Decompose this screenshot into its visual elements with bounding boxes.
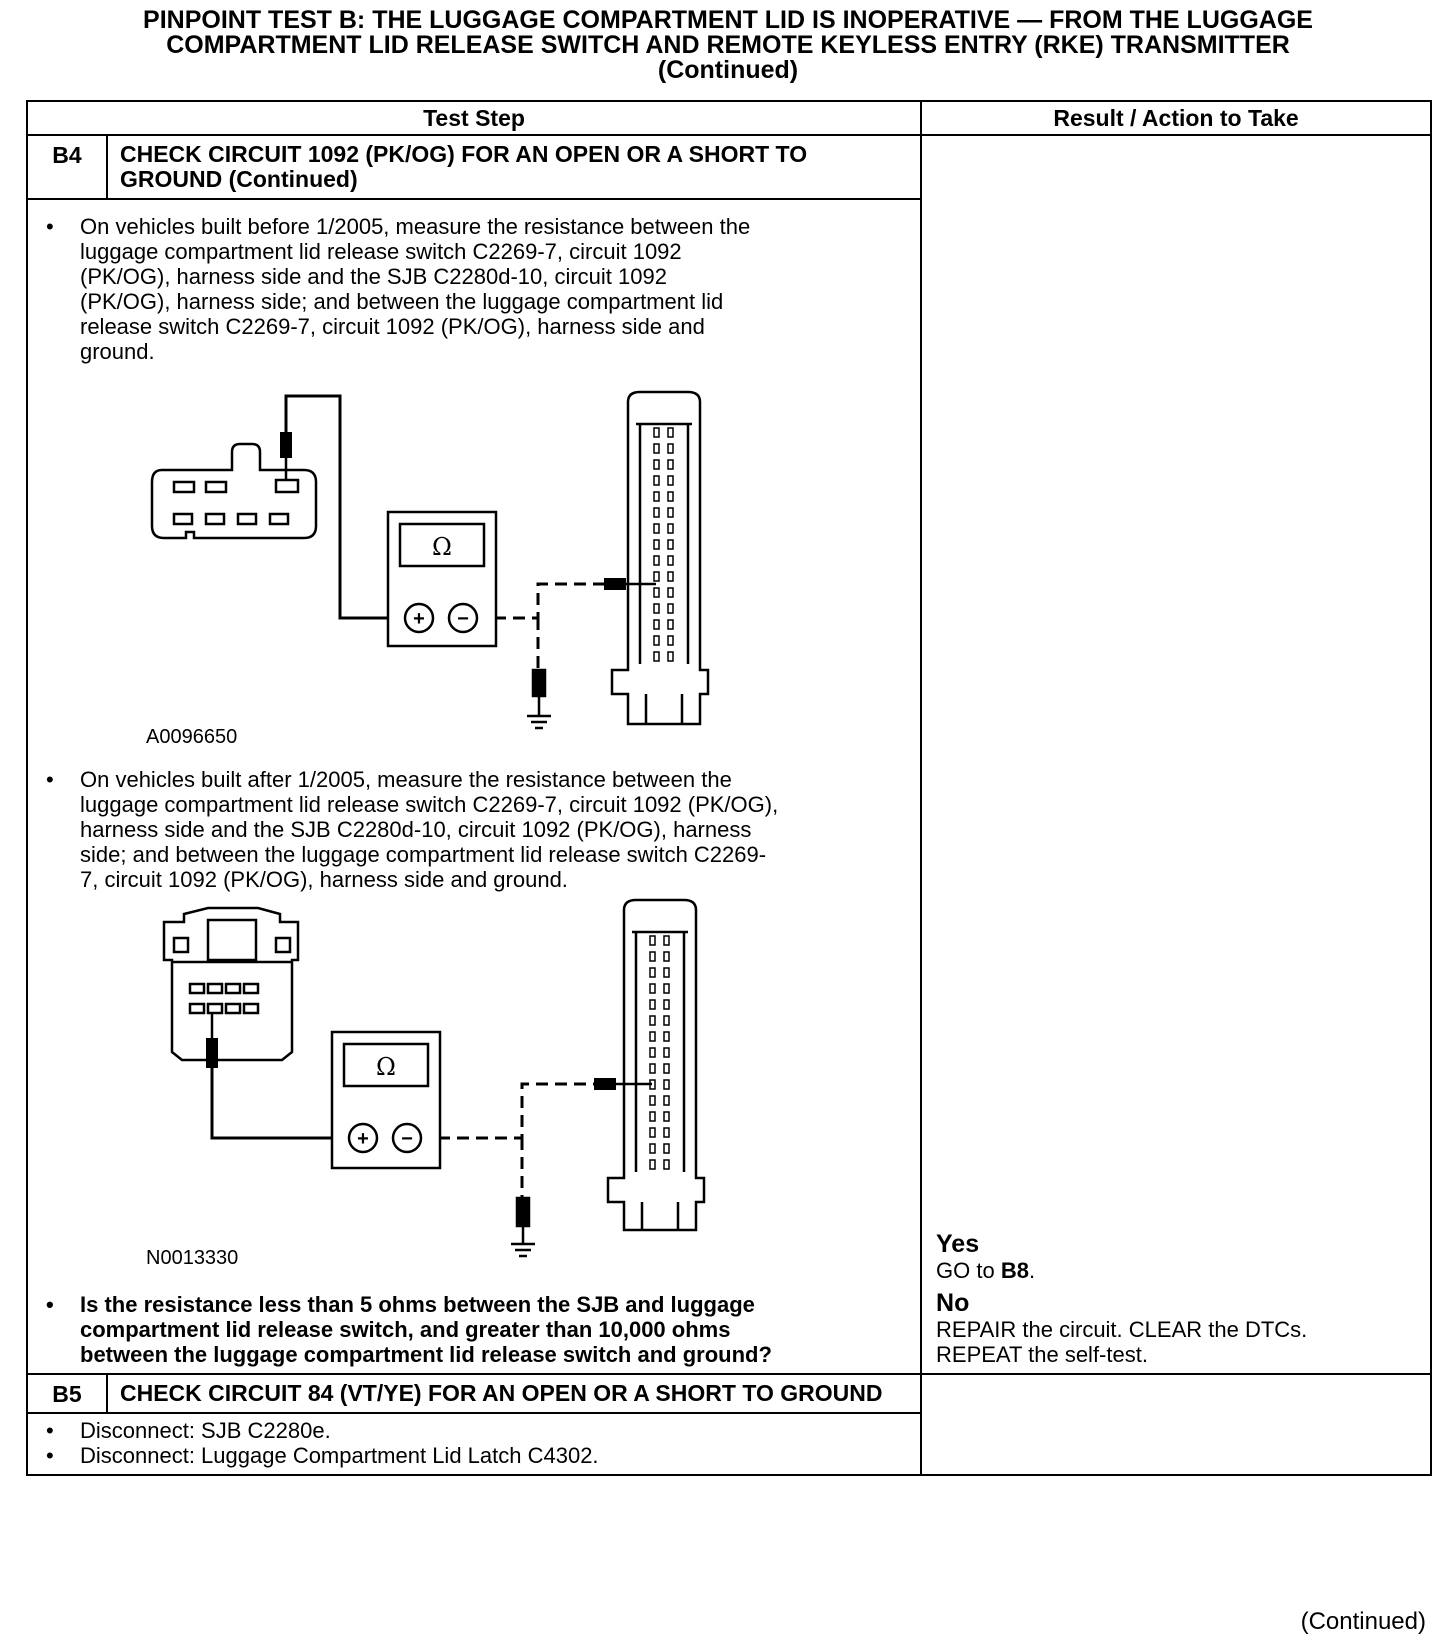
connector-pin xyxy=(654,524,659,533)
connector-pin xyxy=(650,936,655,945)
yes-action-target: B8 xyxy=(1000,1258,1029,1283)
connector-pin xyxy=(668,428,673,437)
connector-pin xyxy=(668,636,673,645)
b4-bullet-2: • On vehicles built after 1/2005, measure the resistance between the luggage compartment lid release switch C2269-7, circuit 1092 (PK/OG), harness side and the SJB C2280d-10, circuit 1092 (PK/OG), harness side; and between the luggage compartment lid release switch C2269-7, circuit 1092 (PK/OG), harness side and ground. xyxy=(28,767,780,892)
step-id-b4: B4 xyxy=(27,135,107,199)
connector-pin xyxy=(668,540,673,549)
connector-pin xyxy=(650,984,655,993)
switch-connector-icon xyxy=(152,444,316,538)
connector-pin xyxy=(650,968,655,977)
connector-pin xyxy=(654,476,659,485)
connector-pin xyxy=(668,556,673,565)
connector-pin xyxy=(650,1112,655,1121)
ohmmeter-icon xyxy=(388,512,496,646)
connector-pin xyxy=(664,1160,669,1169)
connector-pin xyxy=(664,1080,669,1089)
connector-pin xyxy=(654,444,659,453)
connector-pin xyxy=(654,572,659,581)
figure-code-2: N0013330 xyxy=(146,1247,239,1269)
connector-pin xyxy=(668,524,673,533)
result-no-action: REPAIR the circuit. CLEAR the DTCs. REPEAT the self-test. xyxy=(936,1317,1308,1367)
page-title xyxy=(0,8,1456,83)
b5-bullet-1: • Disconnect: SJB C2280e. xyxy=(28,1418,920,1443)
yes-action-suffix: . xyxy=(1028,1258,1036,1283)
ground-icon xyxy=(527,670,551,728)
connector-pin xyxy=(654,652,659,661)
b4-bullets-1 xyxy=(28,214,920,364)
meter-minus: − xyxy=(457,608,469,630)
connector-pin xyxy=(650,1064,655,1073)
connector-pin xyxy=(650,1160,655,1169)
b4-bullets-3 xyxy=(28,1292,920,1367)
step-id-b5: B5 xyxy=(27,1374,107,1413)
connector-pin xyxy=(664,1000,669,1009)
wire-sjb-dashed xyxy=(494,584,608,618)
connector-pin xyxy=(650,1000,655,1009)
connector-pin xyxy=(668,572,673,581)
connector-pin xyxy=(668,508,673,517)
step-body-b5 xyxy=(27,1413,921,1475)
column-header-result: Result / Action to Take xyxy=(921,101,1431,135)
connector-pin xyxy=(650,1016,655,1025)
latch-probe-icon xyxy=(206,1013,218,1068)
meter-minus-2: − xyxy=(401,1128,413,1150)
b4-question: • Is the resistance less than 5 ohms between the SJB and luggage compartment lid release switch, and greater than 10,000 ohms between the luggage compartment lid release switch and ground? xyxy=(28,1292,780,1367)
figure-code-1: A0096650 xyxy=(146,726,238,748)
meter-symbol-2: Ω xyxy=(376,1053,396,1081)
pinpoint-test-table xyxy=(26,100,1432,1476)
result-cell-b4 xyxy=(921,135,1431,1374)
sjb-connector-icon xyxy=(612,392,708,724)
connector-pin xyxy=(668,476,673,485)
sjb-probe-icon xyxy=(604,578,656,590)
meter-symbol: Ω xyxy=(432,533,452,561)
connector-pin xyxy=(650,1032,655,1041)
connector-pin xyxy=(668,588,673,597)
connector-pin xyxy=(650,952,655,961)
connector-pin xyxy=(664,952,669,961)
continued-footer: (Continued) xyxy=(1300,1608,1426,1635)
connector-pin xyxy=(668,652,673,661)
result-no-label: No xyxy=(936,1289,970,1317)
connector-pin xyxy=(664,1016,669,1025)
connector-pin xyxy=(654,492,659,501)
diagram-post-2005 xyxy=(28,892,918,1277)
result-yes-action xyxy=(936,1258,1376,1283)
result-yes-label: Yes xyxy=(936,1230,980,1258)
connector-pin xyxy=(654,428,659,437)
sjb-connector-icon-2 xyxy=(608,900,704,1230)
connector-pin xyxy=(650,1096,655,1105)
b5-bullet-2: • Disconnect: Luggage Compartment Lid Latch C4302. xyxy=(28,1443,920,1468)
connector-pin xyxy=(650,1128,655,1137)
diagram-pre-2005 xyxy=(28,364,918,754)
connector-pin xyxy=(668,492,673,501)
connector-pin xyxy=(654,540,659,549)
connector-pin xyxy=(664,1064,669,1073)
connector-pin xyxy=(664,968,669,977)
connector-pin xyxy=(650,1080,655,1089)
connector-pin xyxy=(654,604,659,613)
connector-pin xyxy=(650,1048,655,1057)
connector-pin xyxy=(664,1048,669,1057)
meter-plus: + xyxy=(413,608,425,630)
b4-bullets-2 xyxy=(28,767,920,892)
column-header-test-step: Test Step xyxy=(27,101,921,135)
b5-bullets xyxy=(28,1418,920,1468)
connector-pin xyxy=(668,604,673,613)
b4-bullet-1: • On vehicles built before 1/2005, measure the resistance between the luggage compartment lid release switch C2269-7, circuit 1092 (PK/OG), harness side and the SJB C2280d-10, circuit 1092 (PK/OG), harness side; and between the luggage compartment lid release switch C2269-7, circuit 1092 (PK/OG), harness side and ground. xyxy=(28,214,760,364)
meter-plus-2: + xyxy=(357,1128,369,1150)
latch-connector-icon xyxy=(164,908,298,1060)
connector-pin xyxy=(664,1144,669,1153)
ohmmeter-icon-2 xyxy=(332,1032,440,1168)
connector-pin xyxy=(654,588,659,597)
connector-pin xyxy=(654,556,659,565)
yes-action-prefix: GO to xyxy=(936,1258,1001,1283)
result-b4 xyxy=(922,1230,1376,1367)
step-heading-b4: CHECK CIRCUIT 1092 (PK/OG) FOR AN OPEN OR A SHORT TO GROUND (Continued) xyxy=(107,135,921,199)
connector-pin xyxy=(650,1144,655,1153)
connector-pin xyxy=(654,620,659,629)
connector-pin xyxy=(664,1128,669,1137)
step-body-b4 xyxy=(27,199,921,1374)
connector-pin xyxy=(664,1112,669,1121)
title-line-3: (Continued) xyxy=(657,56,799,84)
probe-icon xyxy=(280,432,292,480)
connector-pin xyxy=(664,1032,669,1041)
title-line-1: PINPOINT TEST B: THE LUGGAGE COMPARTMENT LID IS INOPERATIVE — FROM THE LUGGAGE xyxy=(143,6,1313,34)
result-cell-b5 xyxy=(921,1374,1431,1475)
connector-pin xyxy=(664,984,669,993)
connector-pin xyxy=(654,508,659,517)
title-line-2: COMPARTMENT LID RELEASE SWITCH AND REMOTE KEYLESS ENTRY (RKE) TRANSMITTER xyxy=(166,31,1290,59)
connector-pin xyxy=(668,444,673,453)
wire-sjb-dashed-2 xyxy=(438,1084,598,1138)
connector-pin xyxy=(664,936,669,945)
wire-plus-2 xyxy=(212,1068,348,1138)
connector-pin xyxy=(654,460,659,469)
connector-pin xyxy=(668,460,673,469)
connector-pin xyxy=(668,620,673,629)
connector-pin xyxy=(664,1096,669,1105)
wire-plus xyxy=(286,396,404,618)
step-heading-b5: CHECK CIRCUIT 84 (VT/YE) FOR AN OPEN OR A SHORT TO GROUND xyxy=(107,1374,921,1413)
connector-pin xyxy=(654,636,659,645)
